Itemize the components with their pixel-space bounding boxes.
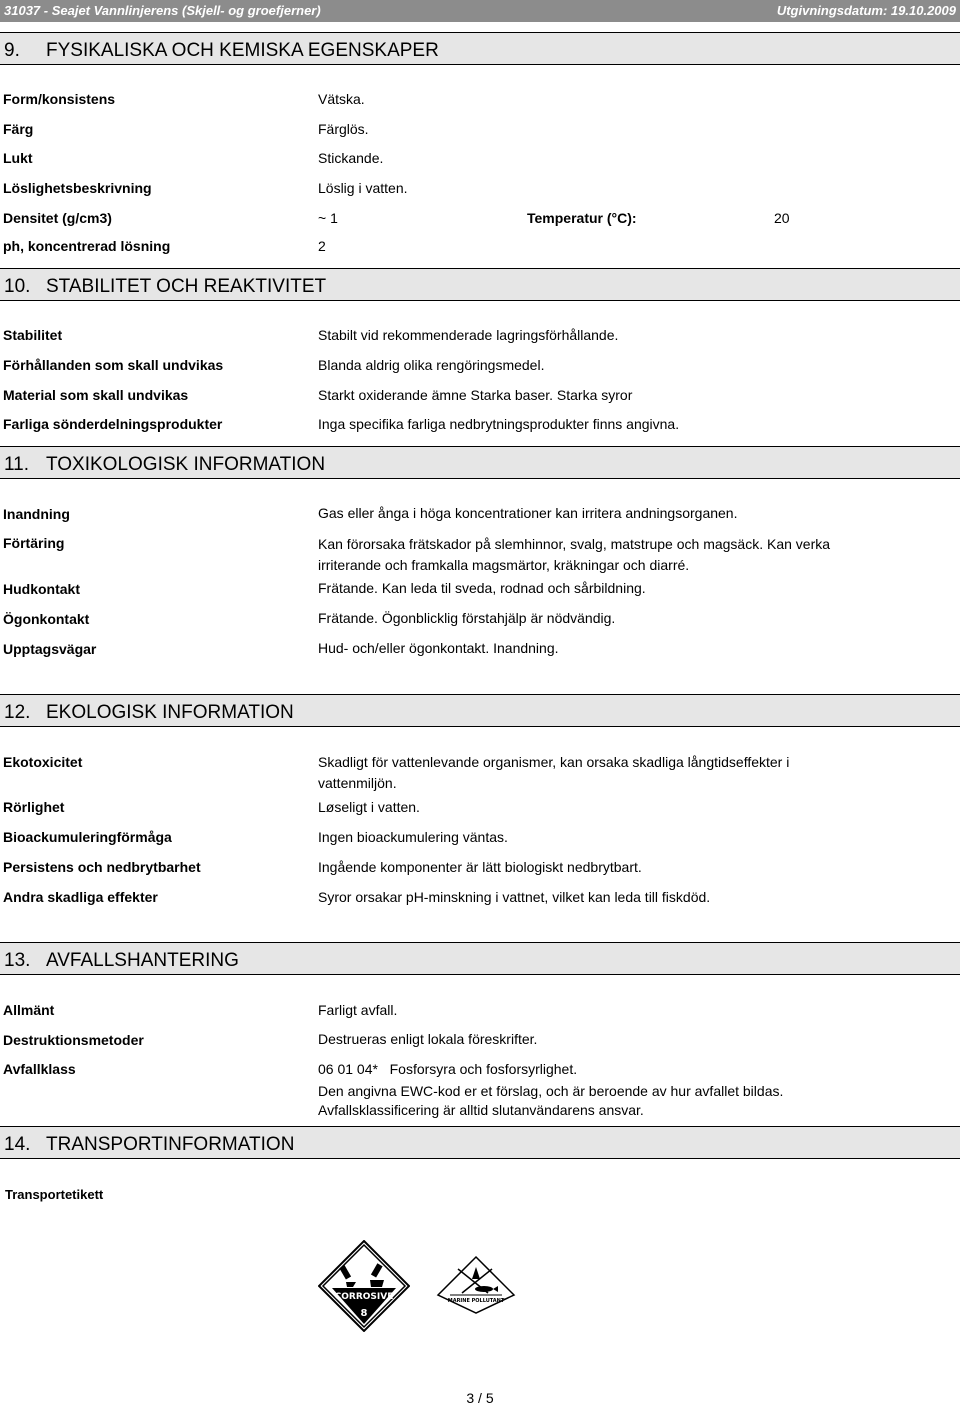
ecotoxicity-label: Ekotoxicitet xyxy=(3,754,83,770)
waste-class-label: Avfallklass xyxy=(3,1061,76,1077)
decomposition-label: Farliga sönderdelningsprodukter xyxy=(3,416,223,432)
section-title: TRANSPORTINFORMATION xyxy=(46,1134,295,1155)
section-title: FYSIKALISKA OCH KEMISKA EGENSKAPER xyxy=(46,40,439,61)
materials-avoid-label: Material som skall undvikas xyxy=(3,387,189,403)
section-11-header xyxy=(0,446,960,479)
section-number: 11. xyxy=(4,454,30,475)
section-10-header xyxy=(0,268,960,301)
persistence-value: Ingående komponenter är lätt biologiskt nedbrytbart. xyxy=(318,859,642,875)
section-title: TOXIKOLOGISK INFORMATION xyxy=(46,454,326,475)
temperature-value: 20 xyxy=(774,210,790,226)
disposal-methods-label: Destruktionsmetoder xyxy=(3,1032,144,1048)
marine-pollutant-text: MARINE POLLUTANT xyxy=(447,1298,505,1304)
color-value: Färglös. xyxy=(318,121,369,137)
section-title: EKOLOGISK INFORMATION xyxy=(46,702,294,723)
product-title: 31037 - Seajet Vannlinjerens (Skjell- og groefjerner) xyxy=(4,3,321,18)
density-value: ~ 1 xyxy=(318,210,338,226)
form-value: Vätska. xyxy=(318,91,365,107)
section-9-header xyxy=(0,32,960,65)
waste-class-value: 06 01 04* Fosforsyra och fosforsyrlighet. xyxy=(318,1061,578,1077)
ecotoxicity-value-cont: vattenmiljön. xyxy=(318,775,397,791)
conditions-avoid-label: Förhållanden som skall undvikas xyxy=(3,357,224,373)
section-13-header xyxy=(0,942,960,975)
page-number: 3 / 5 xyxy=(466,1390,494,1406)
transport-label: Transportetikett xyxy=(5,1187,104,1202)
mobility-value: Løseligt i vatten. xyxy=(318,799,420,815)
persistence-label: Persistens och nedbrytbarhet xyxy=(3,859,201,875)
corrosive-hazard-icon xyxy=(318,1240,410,1332)
disposal-methods-value: Destrueras enligt lokala föreskrifter. xyxy=(318,1031,538,1047)
materials-avoid-value: Starkt oxiderande ämne Starka baser. Starka syror xyxy=(318,387,633,403)
issue-date: Utgivningsdatum: 19.10.2009 xyxy=(776,3,956,18)
section-14-header xyxy=(0,1126,960,1159)
temperature-label: Temperatur (°C): xyxy=(527,210,637,226)
eye-value: Frätande. Ögonblicklig förstahjälp är nödvändig. xyxy=(318,610,616,626)
other-effects-label: Andra skadliga effekter xyxy=(3,889,158,905)
ingestion-value: Kan förorsaka frätskador på slemhinnor, svalg, matstrupe och magsäck. Kan verka xyxy=(318,536,831,552)
section-number: 12. xyxy=(4,702,31,723)
stability-label: Stabilitet xyxy=(3,327,63,343)
bioaccumulation-value: Ingen bioackumulering väntas. xyxy=(318,829,508,845)
exposure-routes-value: Hud- och/eller ögonkontakt. Inandning. xyxy=(318,640,559,656)
document-header xyxy=(0,0,960,22)
exposure-routes-label: Upptagsvägar xyxy=(3,641,97,657)
density-label: Densitet (g/cm3) xyxy=(3,210,112,226)
ph-label: ph, koncentrerad lösning xyxy=(3,238,171,254)
ingestion-label: Förtäring xyxy=(3,535,65,551)
solubility-value: Löslig i vatten. xyxy=(318,180,408,196)
other-effects-value: Syror orsakar pH-minskning i vattnet, vilket kan leda till fiskdöd. xyxy=(318,889,711,905)
skin-value: Frätande. Kan leda til sveda, rodnad och sårbildning. xyxy=(318,580,646,596)
odor-value: Stickande. xyxy=(318,150,384,166)
section-title: AVFALLSHANTERING xyxy=(46,950,239,971)
stability-value: Stabilt vid rekommenderade lagringsförhållande. xyxy=(318,327,619,343)
eye-label: Ögonkontakt xyxy=(3,611,90,627)
color-label: Färg xyxy=(3,121,34,137)
waste-class-note: Den angivna EWC-kod er et förslag, och är beroende av hur avfallet bildas. xyxy=(318,1083,784,1099)
decomposition-value: Inga specifika farliga nedbrytningsprodukter finns angivna. xyxy=(318,416,680,432)
odor-label: Lukt xyxy=(3,150,33,166)
ph-value: 2 xyxy=(318,238,326,254)
ecotoxicity-value: Skadligt för vattenlevande organismer, kan orsaka skadliga långtidseffekter i xyxy=(318,754,790,770)
section-number: 14. xyxy=(4,1134,31,1155)
section-number: 13. xyxy=(4,950,31,971)
corrosive-class: 8 xyxy=(360,1308,368,1319)
marine-pollutant-icon xyxy=(436,1255,516,1315)
form-label: Form/konsistens xyxy=(3,91,116,107)
general-label: Allmänt xyxy=(3,1002,55,1018)
bioaccumulation-label: Bioackumuleringförmåga xyxy=(3,829,172,845)
section-12-header xyxy=(0,694,960,727)
mobility-label: Rörlighet xyxy=(3,799,65,815)
waste-class-note-2: Avfallsklassificering är alltid slutanvändarens ansvar. xyxy=(318,1102,644,1118)
section-number: 9. xyxy=(4,40,20,61)
section-title: STABILITET OCH REAKTIVITET xyxy=(46,276,327,297)
skin-label: Hudkontakt xyxy=(3,581,80,597)
inhalation-value: Gas eller ånga i höga koncentrationer kan irritera andningsorganen. xyxy=(318,505,738,521)
conditions-avoid-value: Blanda aldrig olika rengöringsmedel. xyxy=(318,357,545,373)
solubility-label: Löslighetsbeskrivning xyxy=(3,180,152,196)
inhalation-label: Inandning xyxy=(3,506,70,522)
general-value: Farligt avfall. xyxy=(318,1002,398,1018)
section-number: 10. xyxy=(4,276,31,297)
corrosive-text: CORROSIVE xyxy=(334,1292,394,1302)
ingestion-value-cont: irriterande och framkalla magsmärtor, kräkningar och diarré. xyxy=(318,557,690,573)
